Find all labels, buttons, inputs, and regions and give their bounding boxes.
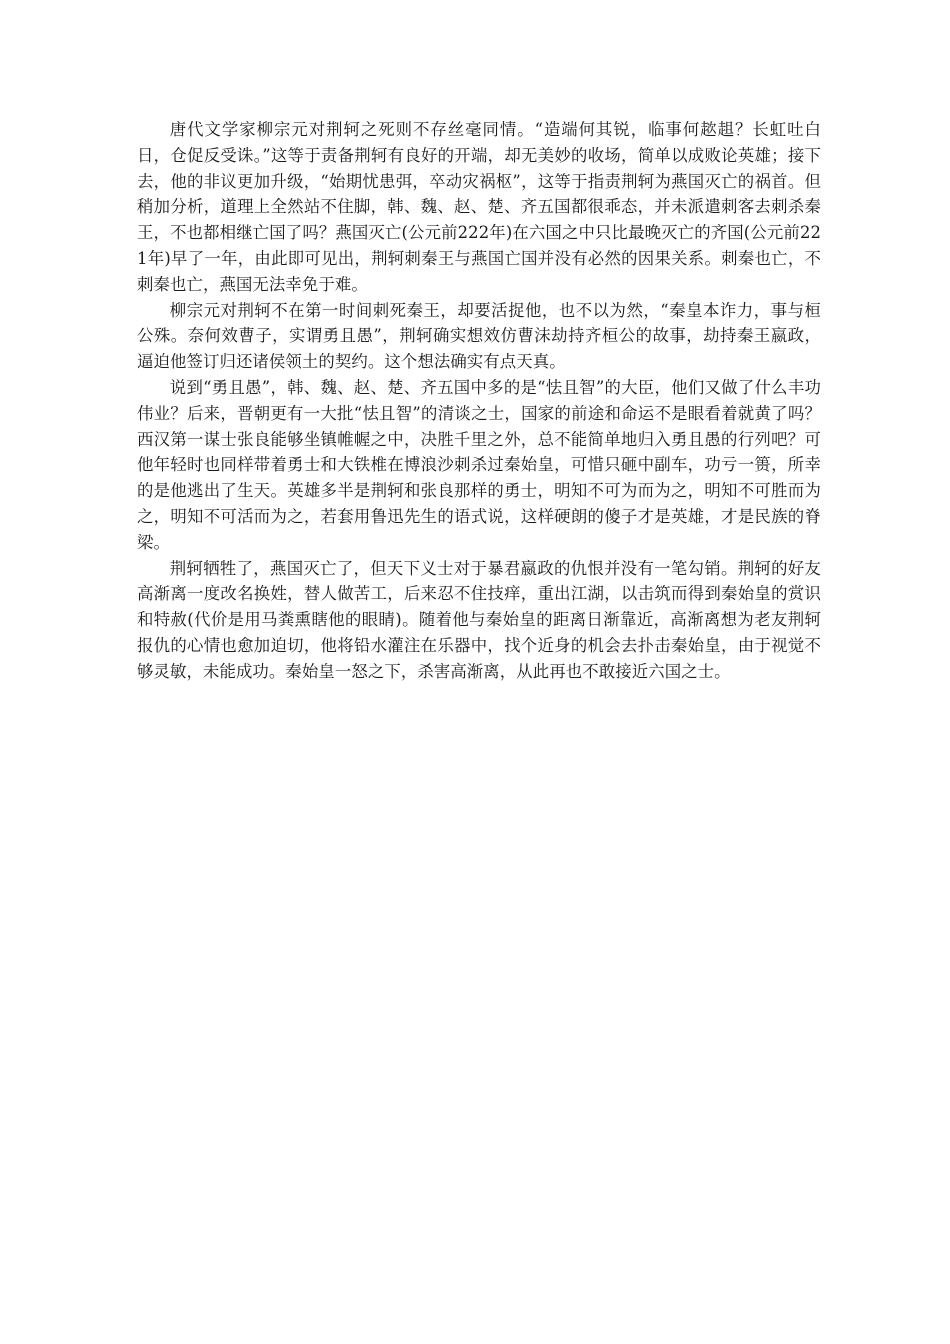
paragraph-liu-zongyuan-criticism: 唐代文学家柳宗元对荆轲之死则不存丝毫同情。“造端何其锐，临事何趑趄？长虹吐白日，仓促反受诛。”这等于责备荆轲有良好的开端，却无美妙的收场，简单以成败论英雄；接下去，他的非议更加升级，“始期忧患弭，卒动灾祸枢”，这等于指责荆轲为燕国灭亡的祸首。但稍加分析，道理上全然站不住脚，韩、魏、赵、楚、齐五国都很乖态，并未派遣刺客去刺杀秦王，不也都相继亡国了吗？燕国灭亡(公元前222年)在六国之中只比最晚灭亡的齐国(公元前221年)早了一年，由此即可见出，荆轲刺秦王与燕国亡国并没有必然的因果关系。刺秦也亡，不刺秦也亡，燕国无法幸免于难。 [137,120,821,294]
document-body [137,117,821,685]
paragraph-gao-jianli: 荆轲牺牲了，燕国灭亡了，但天下义士对于暴君嬴政的仇恨并没有一笔勾销。荆轲的好友高渐离一度改名换姓，替人做苦工，后来忍不住技痒，重出江湖，以击筑而得到秦始皇的赏识和特赦(代价是用马粪熏瞎他的眼睛)。随着他与秦始皇的距离日渐靠近，高渐离想为老友荆轲报仇的心情也愈加迫切，他将铅水灌注在乐器中，找个近身的机会去扑击秦始皇，由于视觉不够灵敏，未能成功。秦始皇一怒之下，杀害高渐离，从此再也不敢接近六国之士。 [137,558,821,681]
paragraph-brave-and-foolish: 说到“勇且愚”，韩、魏、赵、楚、齐五国中多的是“怯且智”的大臣，他们又做了什么丰功伟业？后来，晋朝更有一大批“怯且智”的清谈之士，国家的前途和命运不是眼看着就黄了吗？西汉第一谋士张良能够坐镇帷幄之中，决胜千里之外，总不能简单地归入勇且愚的行列吧？可他年轻时也同样带着勇士和大铁椎在博浪沙刺杀过秦始皇，可惜只砸中副车，功亏一篑，所幸的是他逃出了生天。英雄多半是荆轲和张良那样的勇士，明知不可为而为之，明知不可胜而为之，明知不可活而为之，若套用鲁迅先生的语式说，这样硬朗的傻子才是英雄，才是民族的脊梁。 [137,377,821,552]
paragraph-capture-qin-king: 柳宗元对荆轲不在第一时间刺死秦王，却要活捉他，也不以为然，“秦皇本诈力，事与桓公殊。奈何效曹子，实谓勇且愚”，荆轲确实想效仿曹沫劫持齐桓公的故事，劫持秦王嬴政，逼迫他签订归还诸侯领土的契约。这个想法确实有点天真。 [137,300,821,372]
